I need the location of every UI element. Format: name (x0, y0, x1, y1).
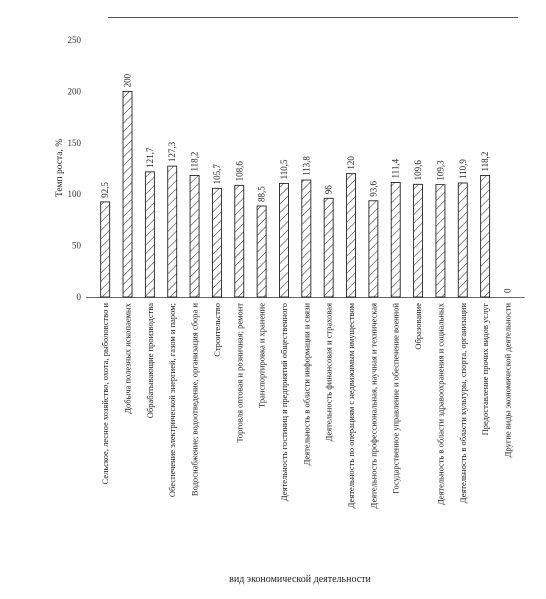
category-label: Государственное управление и обеспечение военной (390, 303, 401, 494)
data-label: 200 (122, 73, 133, 88)
y-tick-label: 50 (72, 240, 81, 251)
bar (302, 180, 311, 297)
y-axis (68, 35, 525, 302)
category-label: Строительство (211, 303, 222, 357)
bar (190, 175, 199, 297)
bar (145, 172, 154, 297)
bars (101, 91, 490, 297)
category-labels (100, 302, 512, 508)
data-label: 93,6 (368, 181, 379, 197)
data-label: 110,9 (457, 159, 468, 179)
data-label: 113,8 (301, 156, 312, 177)
data-label: 88,5 (256, 186, 267, 203)
bar (324, 198, 333, 297)
bar (436, 185, 445, 297)
category-label: Деятельность профессиональная, научная и техническая (368, 303, 379, 509)
category-label: Транспортировка и хранение (256, 303, 267, 408)
bar (168, 166, 177, 297)
category-label: Обрабатывающие производства (144, 303, 155, 419)
data-label: 108,6 (234, 161, 245, 182)
y-tick-label: 150 (67, 137, 81, 148)
x-axis-title: вид экономической деятельности (229, 574, 371, 585)
bar (212, 188, 221, 297)
bar (257, 206, 266, 297)
y-axis-title: Темп роста, % (55, 138, 65, 198)
category-label: Добыча полезных ископаемых (122, 303, 133, 414)
bar (391, 182, 400, 297)
data-label: 105,7 (211, 164, 222, 185)
category-label: Деятельность в области культуры, спорта, организации (457, 303, 468, 504)
data-label: 118,2 (189, 151, 200, 172)
category-label: Предоставление прочих видов услуг (480, 303, 491, 436)
category-label: Деятельность в области здравоохранения и социальных (435, 303, 446, 506)
category-label: Сельское, лесное хозяйство, охота, рыболовство и (100, 303, 111, 485)
bar (235, 185, 244, 297)
bar (279, 183, 288, 297)
data-label: 121,7 (144, 147, 155, 168)
y-tick-label: 100 (67, 189, 81, 200)
y-tick-label: 200 (67, 86, 81, 97)
bar (481, 175, 490, 297)
data-label: 109,3 (435, 160, 446, 181)
category-label: Обеспечение электрической энергией, газом и паром; (167, 303, 178, 498)
y-tick-label: 0 (76, 292, 81, 302)
bar (369, 201, 378, 297)
category-label: Деятельность гостиниц и предприятий общественного (278, 303, 289, 502)
data-label: 127,3 (167, 141, 178, 163)
data-label: 118,2 (480, 151, 491, 172)
category-label: Торговля оптовая и розничная; ремонт (234, 303, 245, 443)
category-label: Другие виды экономической деятельности (502, 303, 513, 458)
bar (123, 91, 132, 297)
bar (458, 183, 467, 297)
bar (414, 184, 423, 297)
category-label: Деятельность финансовая и страховая (323, 303, 334, 442)
bar (347, 174, 356, 297)
category-label: Деятельность по операциям с недвижимым имуществом (346, 303, 357, 509)
data-label: 110,5 (278, 159, 289, 180)
bar (101, 202, 110, 297)
data-label: 0 (502, 288, 513, 293)
data-label: 109,6 (413, 160, 424, 181)
category-label: Деятельность в области информации и связи (301, 303, 312, 466)
category-label: Водоснабжение; водоотведение, организация сбора и (189, 303, 200, 497)
category-label: Образование (413, 303, 424, 350)
data-label: 111,4 (390, 158, 401, 179)
y-tick-label: 250 (67, 35, 81, 45)
data-label: 96 (323, 185, 334, 195)
data-label: 120 (346, 156, 357, 170)
data-label: 92,5 (100, 182, 111, 198)
